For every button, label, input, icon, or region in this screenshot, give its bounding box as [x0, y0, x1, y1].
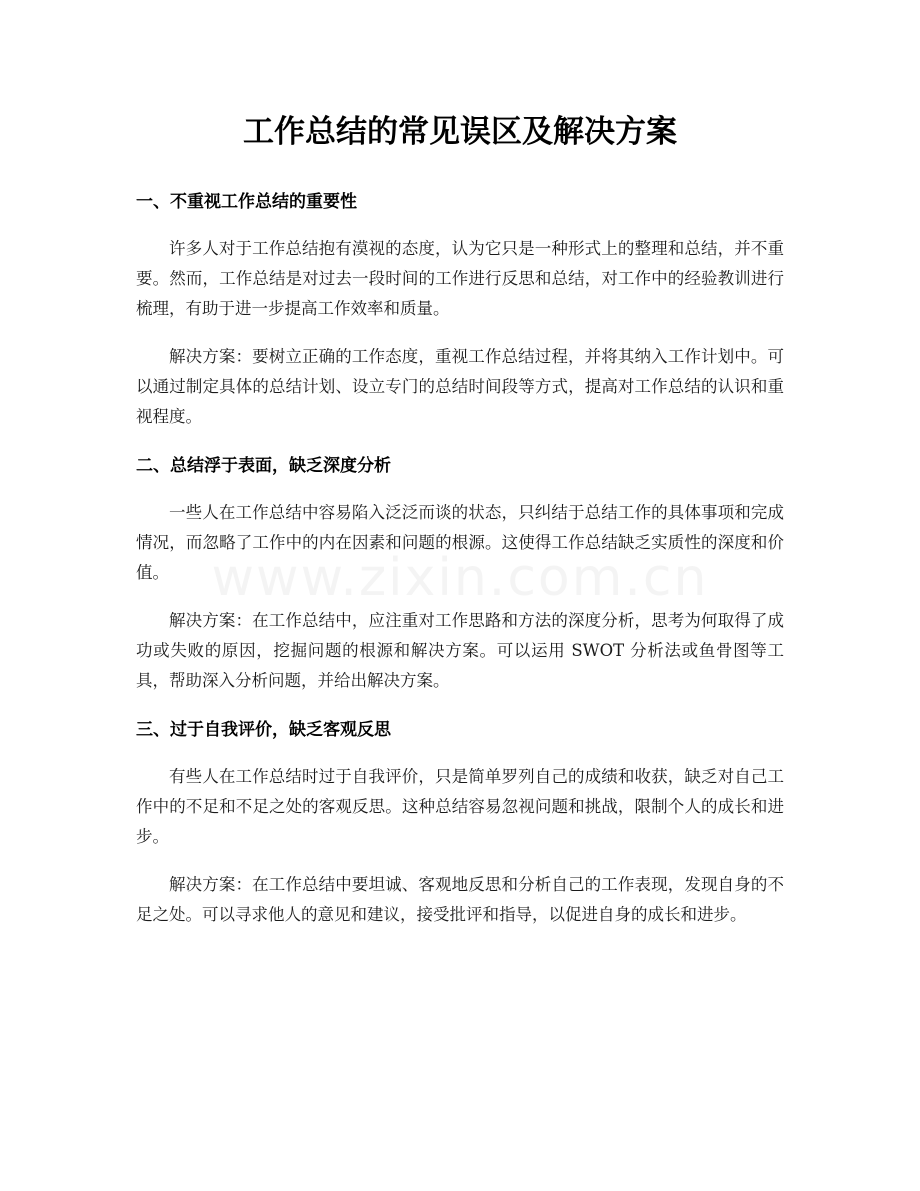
section-2-paragraph-1: 一些人在工作总结中容易陷入泛泛而谈的状态，只纠结于总结工作的具体事项和完成情况，而忽略了工作中的内在因素和问题的根源。这使得工作总结缺乏实质性的深度和价值。	[136, 503, 784, 582]
section-3-paragraph-1: 有些人在工作总结时过于自我评价，只是简单罗列自己的成绩和收获，缺乏对自己工作中的不足和不足之处的客观反思。这种总结容易忽视问题和挑战，限制个人的成长和进步。	[136, 767, 784, 846]
watermark: www.zixin.com.cn	[211, 548, 709, 608]
section-1-solution-paragraph: 解决方案：要树立正确的工作态度，重视工作总结过程，并将其纳入工作计划中。可以通过制定具体的总结计划、设立专门的总结时间段等方式，提高对工作总结的认识和重视程度。	[136, 347, 784, 426]
section-1-paragraph-1: 许多人对于工作总结抱有漠视的态度，认为它只是一种形式上的整理和总结，并不重要。然而，工作总结是对过去一段时间的工作进行反思和总结，对工作中的经验教训进行梳理，有助于进一步提高工作效率和质量。	[136, 239, 784, 318]
section-heading-1: 一、不重视工作总结的重要性	[136, 192, 357, 212]
section-heading-2: 二、总结浮于表面，缺乏深度分析	[136, 456, 391, 476]
section-2-solution-paragraph: 解决方案：在工作总结中，应注重对工作思路和方法的深度分析，思考为何取得了成功或失败的原因，挖掘问题的根源和解决方案。可以运用 SWOT 分析法或鱼骨图等工具，帮助深入分析问题，并给出解决方案。	[136, 611, 784, 690]
section-heading-3: 三、过于自我评价，缺乏客观反思	[136, 720, 391, 740]
document-title: 工作总结的常见误区及解决方案	[243, 114, 677, 150]
section-3-solution-paragraph: 解决方案：在工作总结中要坦诚、客观地反思和分析自己的工作表现，发现自身的不足之处。可以寻求他人的意见和建议，接受批评和指导，以促进自身的成长和进步。	[136, 875, 784, 924]
